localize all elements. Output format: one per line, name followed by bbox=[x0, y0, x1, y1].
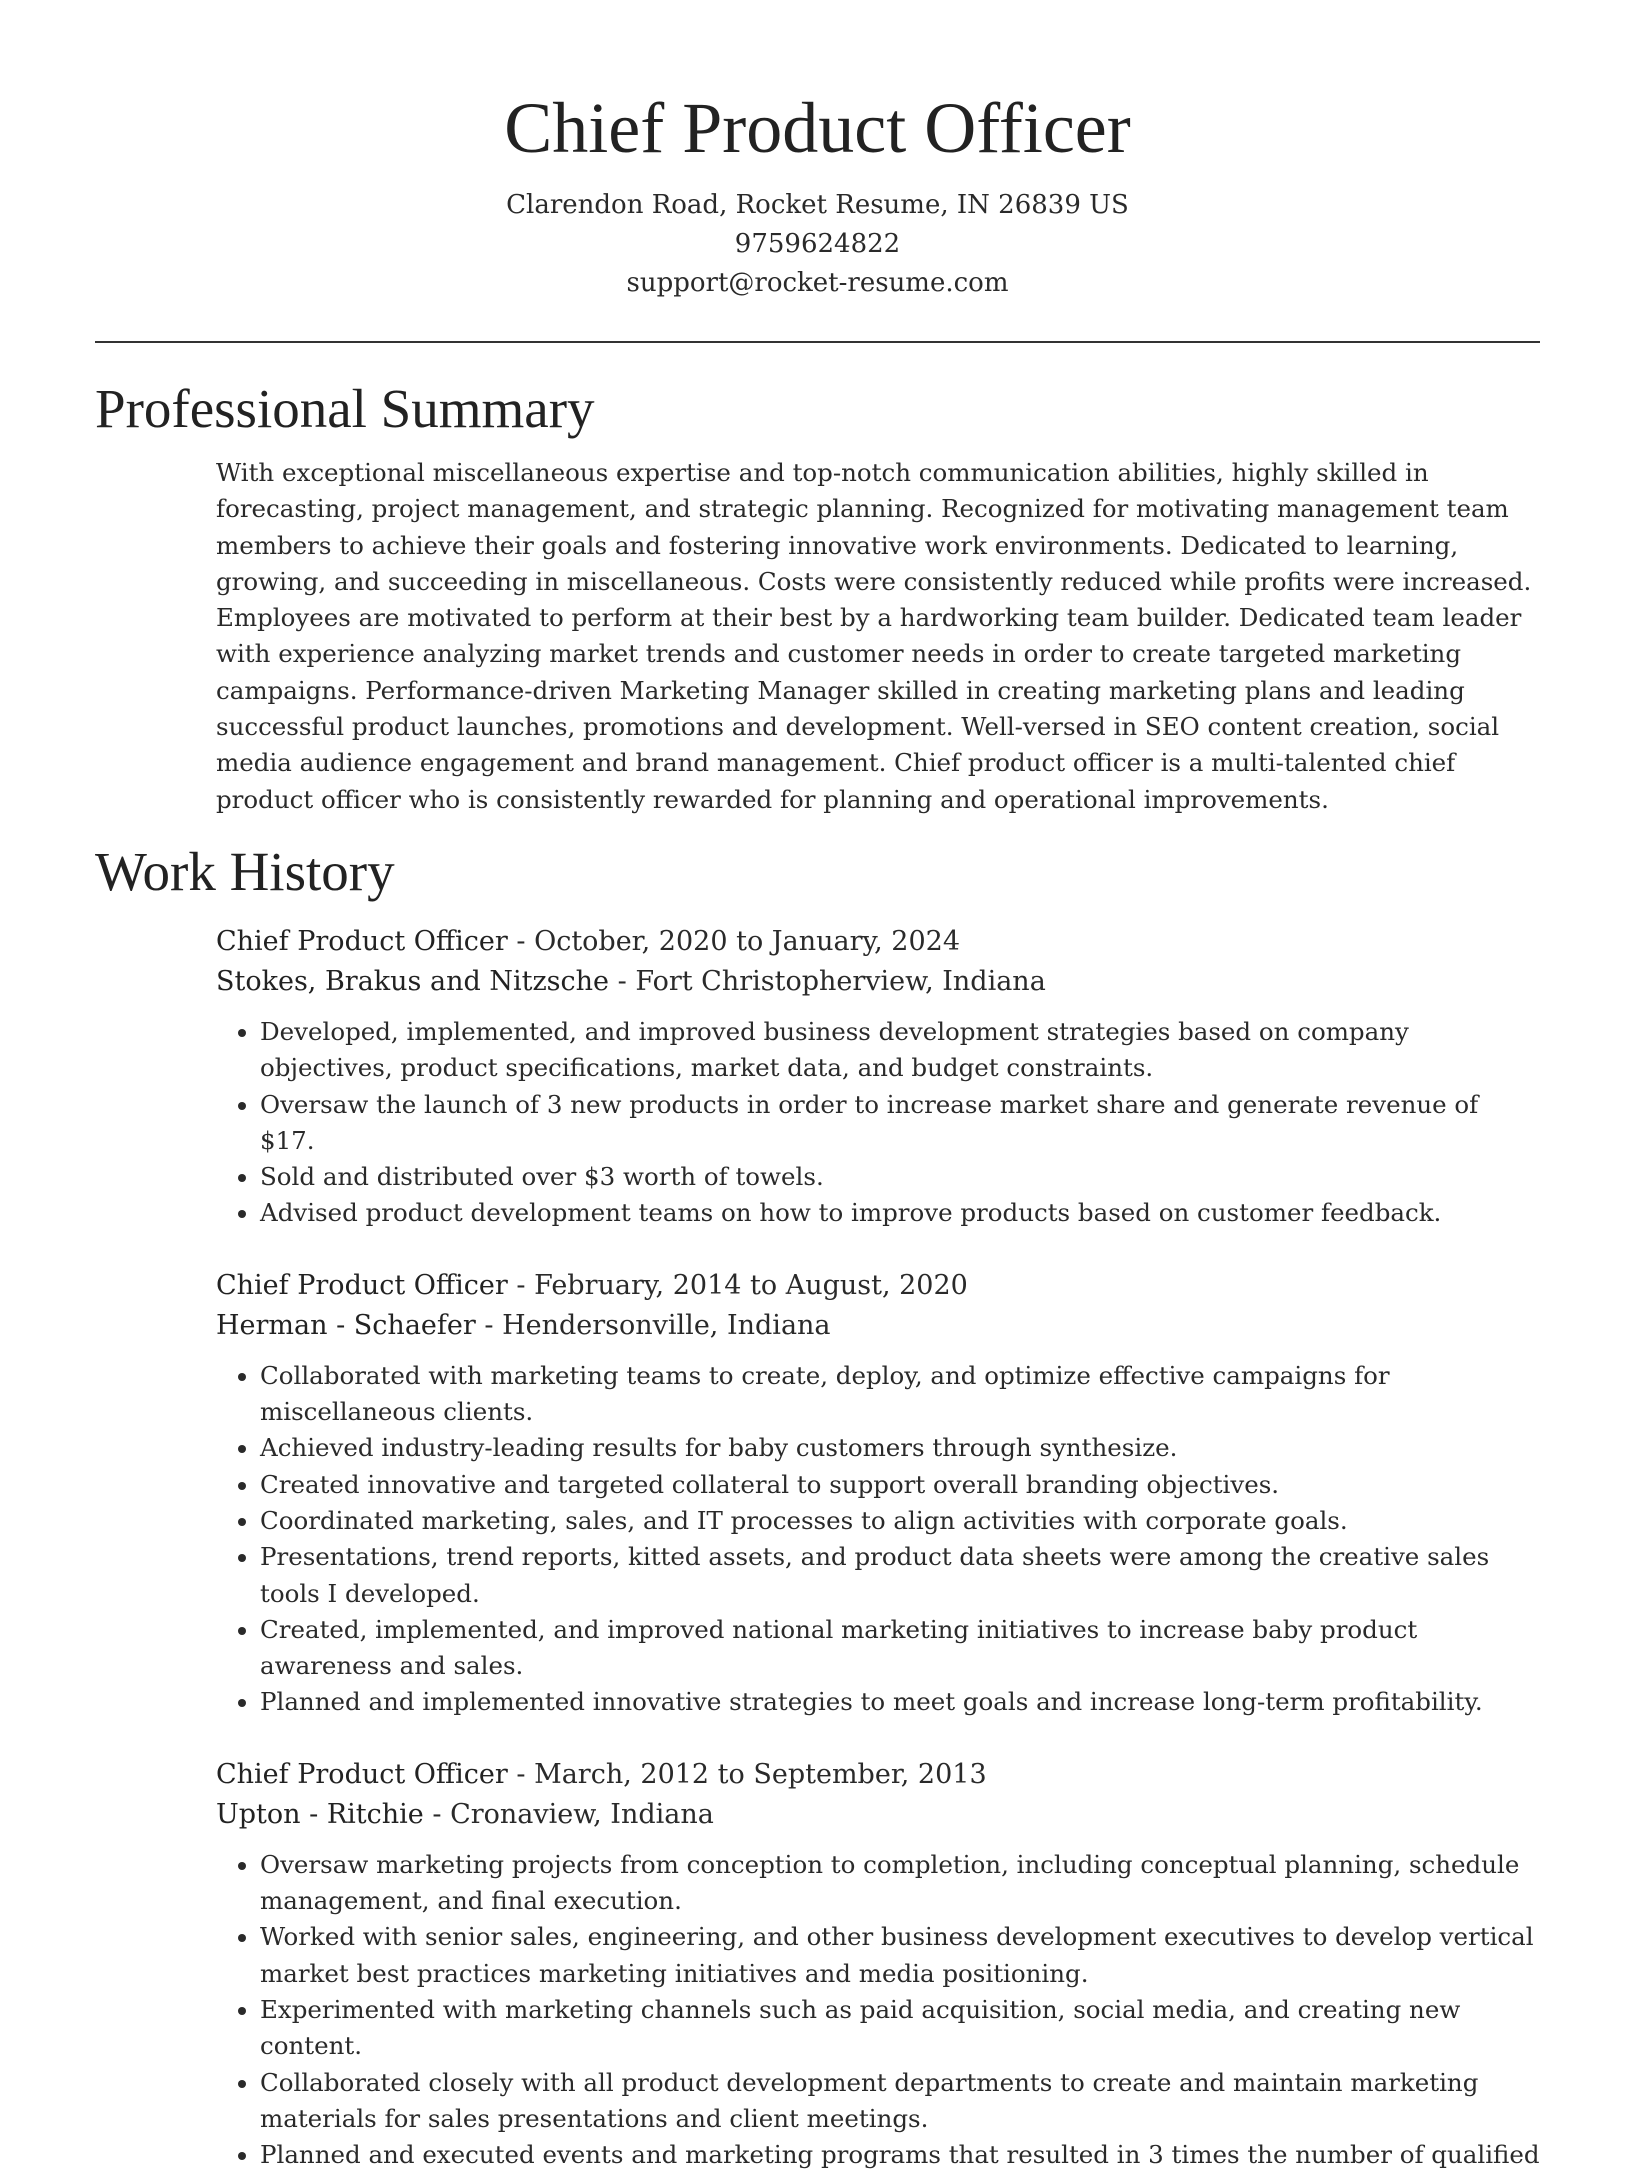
job-company-line bbox=[216, 1795, 1540, 1835]
section-title-summary: Professional Summary bbox=[95, 378, 595, 439]
job-company-line bbox=[216, 962, 1540, 1002]
job-location: Hendersonville, Indiana bbox=[502, 1309, 831, 1341]
contact-info bbox=[95, 186, 1540, 303]
resume-page bbox=[95, 0, 1540, 2173]
separator: - bbox=[507, 1269, 535, 1301]
job-role: Chief Product Officer bbox=[216, 1758, 508, 1790]
job-bullets bbox=[216, 1358, 1540, 1721]
job-company: Herman - Schaefer bbox=[216, 1309, 476, 1341]
job-entry bbox=[216, 922, 1540, 1232]
job-bullets bbox=[216, 1847, 1540, 2173]
separator: - bbox=[423, 1798, 451, 1830]
job-bullet: • Collaborated with marketing teams to create, deploy, and optimize effective campaigns for miscellaneous clients. bbox=[260, 1358, 1540, 1431]
contact-email: support@rocket-resume.com bbox=[626, 268, 1009, 298]
job-bullet: • Developed, implemented, and improved business development strategies based on company objectives, product specifications, market data, and budget constraints. bbox=[260, 1014, 1540, 1087]
job-dates: October, 2020 to January, 2024 bbox=[534, 925, 961, 957]
job-company: Stokes, Brakus and Nitzsche bbox=[216, 965, 610, 997]
job-location: Cronaview, Indiana bbox=[450, 1798, 714, 1830]
job-bullet: • Achieved industry-leading results for baby customers through synthesize. bbox=[260, 1430, 1540, 1466]
header-divider bbox=[95, 341, 1540, 343]
contact-phone: 9759624822 bbox=[734, 229, 901, 259]
job-bullet: • Sold and distributed over $3 worth of towels. bbox=[260, 1159, 1540, 1195]
job-dates: March, 2012 to September, 2013 bbox=[534, 1758, 987, 1790]
job-bullet: • Created innovative and targeted collateral to support overall branding objectives. bbox=[260, 1467, 1540, 1503]
job-bullet: • Oversaw the launch of 3 new products in order to increase market share and generate revenue of $17. bbox=[260, 1087, 1540, 1160]
job-bullet: • Presentations, trend reports, kitted assets, and product data sheets were among the creative sales tools I developed. bbox=[260, 1539, 1540, 1612]
job-company: Upton - Ritchie bbox=[216, 1798, 424, 1830]
job-bullet: • Oversaw marketing projects from conception to completion, including conceptual planning, schedule management, and final execution. bbox=[260, 1847, 1540, 1920]
job-bullet: • Collaborated closely with all product development departments to create and maintain marketing materials for sales presentations and client meetings. bbox=[260, 2065, 1540, 2138]
separator: - bbox=[507, 925, 535, 957]
job-role: Chief Product Officer bbox=[216, 925, 508, 957]
job-bullet: • Experimented with marketing channels such as paid acquisition, social media, and creating new content. bbox=[260, 1992, 1540, 2065]
job-title-line bbox=[216, 1266, 1540, 1306]
job-bullet: • Created, implemented, and improved national marketing initiatives to increase baby product awareness and sales. bbox=[260, 1612, 1540, 1685]
job-title-line bbox=[216, 1755, 1540, 1795]
separator: - bbox=[609, 965, 636, 997]
job-bullet: • Planned and executed events and marketing programs that resulted in 3 times the number of qualified bbox=[260, 2137, 1540, 2173]
job-entry bbox=[216, 1755, 1540, 2173]
job-bullet: • Advised product development teams on how to improve products based on customer feedback. bbox=[260, 1195, 1540, 1231]
professional-summary-section bbox=[95, 377, 1540, 818]
job-dates: February, 2014 to August, 2020 bbox=[534, 1269, 968, 1301]
work-history-section bbox=[95, 840, 1540, 2173]
job-bullets bbox=[216, 1014, 1540, 1232]
contact-address: Clarendon Road, Rocket Resume, IN 26839 US bbox=[506, 190, 1129, 220]
job-entry bbox=[216, 1266, 1540, 1721]
summary-text: With exceptional miscellaneous expertise and top-notch communication abilities, highly skilled in forecasting, project management, and strategic planning. Recognized for motivating management team members to achieve their goals and fostering innovative work environments. Dedicated to learning, growing, and succeeding in miscellaneous. Costs were consistently reduced while profits were increased. Employees are motivated to perform at their best by a hardworking team builder. Dedicated team leader with experience analyzing market trends and customer needs in order to create targeted marketing campaigns. Performance-driven Marketing Manager skilled in creating marketing plans and leading successful product launches, promotions and development. Well-versed in SEO content creation, social media audience engagement and brand management. Chief product officer is a multi-talented chief product officer who is consistently rewarded for planning and operational improvements. bbox=[216, 458, 1532, 814]
job-bullet: • Planned and implemented innovative strategies to meet goals and increase long-term profitability. bbox=[260, 1684, 1540, 1720]
job-role: Chief Product Officer bbox=[216, 1269, 508, 1301]
separator: - bbox=[475, 1309, 503, 1341]
job-company-line bbox=[216, 1306, 1540, 1346]
resume-name: Chief Product Officer bbox=[504, 88, 1131, 168]
separator: - bbox=[507, 1758, 535, 1790]
job-title-line bbox=[216, 922, 1540, 962]
job-bullet: • Coordinated marketing, sales, and IT processes to align activities with corporate goals. bbox=[260, 1503, 1540, 1539]
section-title-work-history: Work History bbox=[95, 840, 395, 902]
job-location: Fort Christopherview, Indiana bbox=[635, 965, 1046, 997]
job-bullet: • Worked with senior sales, engineering, and other business development executives to develop vertical market best practices marketing initiatives and media positioning. bbox=[260, 1919, 1540, 1992]
resume-header bbox=[95, 0, 1540, 303]
